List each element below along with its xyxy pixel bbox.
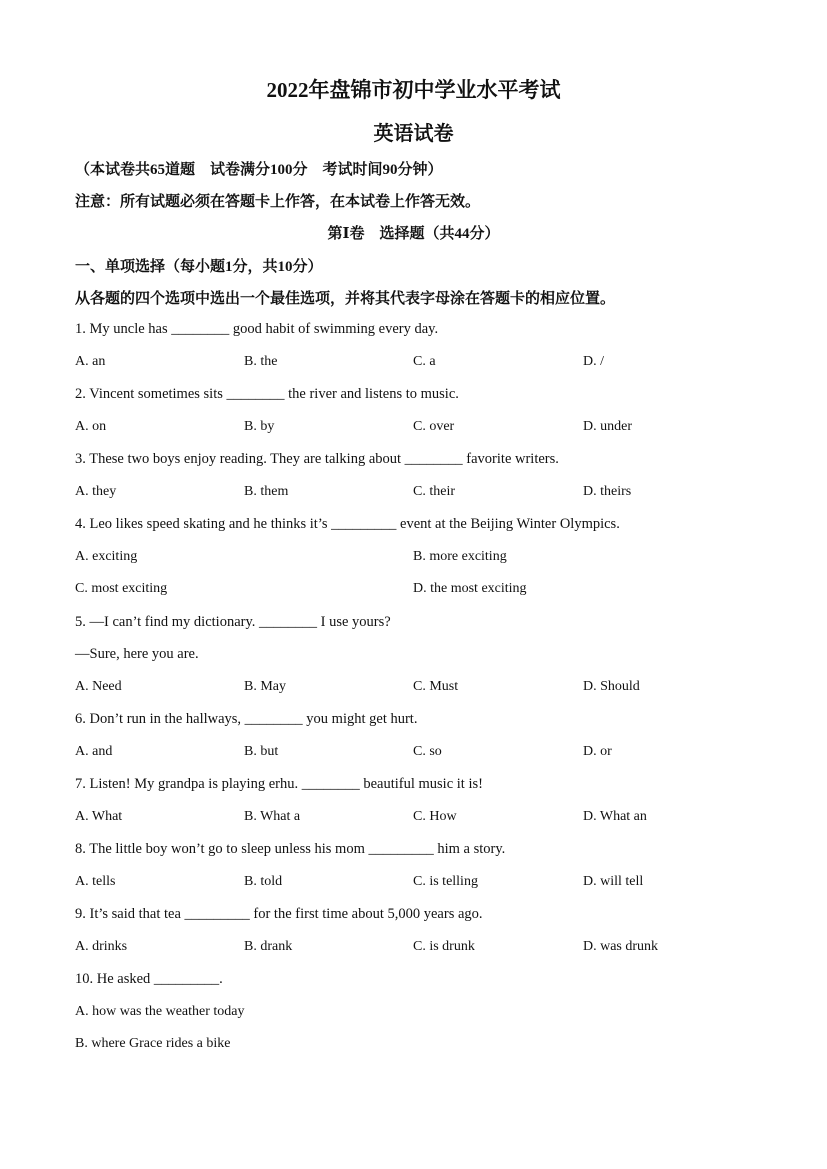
option: D. or <box>583 744 612 759</box>
exam-notice: 注意：所有试题必须在答题卡上作答，在本试卷上作答无效。 <box>75 194 481 210</box>
option: A. on <box>75 419 107 434</box>
part-title: 第Ⅰ卷 选择题（共44分） <box>327 226 500 242</box>
option: D. was drunk <box>583 939 659 954</box>
option: C. Must <box>413 679 459 694</box>
option: D. theirs <box>583 484 632 499</box>
option: A. how was the weather today <box>75 1004 245 1019</box>
option: B. May <box>244 679 286 694</box>
question-stem: 4. Leo likes speed skating and he thinks it’s _________ event at the Beijing Winter Olympics. <box>75 516 620 532</box>
section-heading: 一、单项选择（每小题1分，共10分） <box>75 259 323 275</box>
option: A. Need <box>75 679 122 694</box>
option: D. / <box>583 354 604 369</box>
option: A. and <box>75 744 113 759</box>
option: A. tells <box>75 874 116 889</box>
question-stem: 8. The little boy won’t go to sleep unless his mom _________ him a story. <box>75 841 506 857</box>
question-stem: 3. These two boys enjoy reading. They are talking about ________ favorite writers. <box>75 451 559 467</box>
option: B. told <box>244 874 283 889</box>
option: B. drank <box>244 939 293 954</box>
option: B. the <box>244 354 278 369</box>
option: C. a <box>413 354 436 369</box>
option: A. drinks <box>75 939 128 954</box>
question-stem: 9. It’s said that tea _________ for the first time about 5,000 years ago. <box>75 906 483 922</box>
question-stem: 5. —I can’t find my dictionary. ________ I use yours? <box>75 614 391 630</box>
option: D. will tell <box>583 874 644 889</box>
question-stem: 1. My uncle has ________ good habit of swimming every day. <box>75 321 439 337</box>
question-stem-reply: —Sure, here you are. <box>75 646 199 662</box>
option: D. What an <box>583 809 647 824</box>
exam-subtitle: 英语试卷 <box>373 123 454 145</box>
option: D. under <box>583 419 632 434</box>
option: C. is telling <box>413 874 478 889</box>
option: C. over <box>413 419 455 434</box>
option: B. them <box>244 484 289 499</box>
question-stem: 6. Don’t run in the hallways, ________ you might get hurt. <box>75 711 418 727</box>
option: B. but <box>244 744 279 759</box>
option: A. an <box>75 354 106 369</box>
exam-info: （本试卷共65道题 试卷满分100分 考试时间90分钟） <box>75 162 443 178</box>
option: B. by <box>244 419 275 434</box>
option: A. What <box>75 809 123 824</box>
option: C. How <box>413 809 457 824</box>
option: B. more exciting <box>413 549 507 564</box>
option: D. Should <box>583 679 640 694</box>
option: B. What a <box>244 809 301 824</box>
question-stem: 10. He asked _________. <box>75 971 223 987</box>
option: B. where Grace rides a bike <box>75 1036 231 1051</box>
option: C. their <box>413 484 455 499</box>
option: A. they <box>75 484 117 499</box>
question-stem: 7. Listen! My grandpa is playing erhu. ________ beautiful music it is! <box>75 776 483 792</box>
section-instruction: 从各题的四个选项中选出一个最佳选项，并将其代表字母涂在答题卡的相应位置。 <box>75 291 616 307</box>
option: C. is drunk <box>413 939 475 954</box>
option: D. the most exciting <box>413 581 527 596</box>
option: A. exciting <box>75 549 138 564</box>
option: C. most exciting <box>75 581 168 596</box>
option: C. so <box>413 744 442 759</box>
question-stem: 2. Vincent sometimes sits ________ the river and listens to music. <box>75 386 459 402</box>
exam-title: 2022年盘锦市初中学业水平考试 <box>266 78 561 102</box>
